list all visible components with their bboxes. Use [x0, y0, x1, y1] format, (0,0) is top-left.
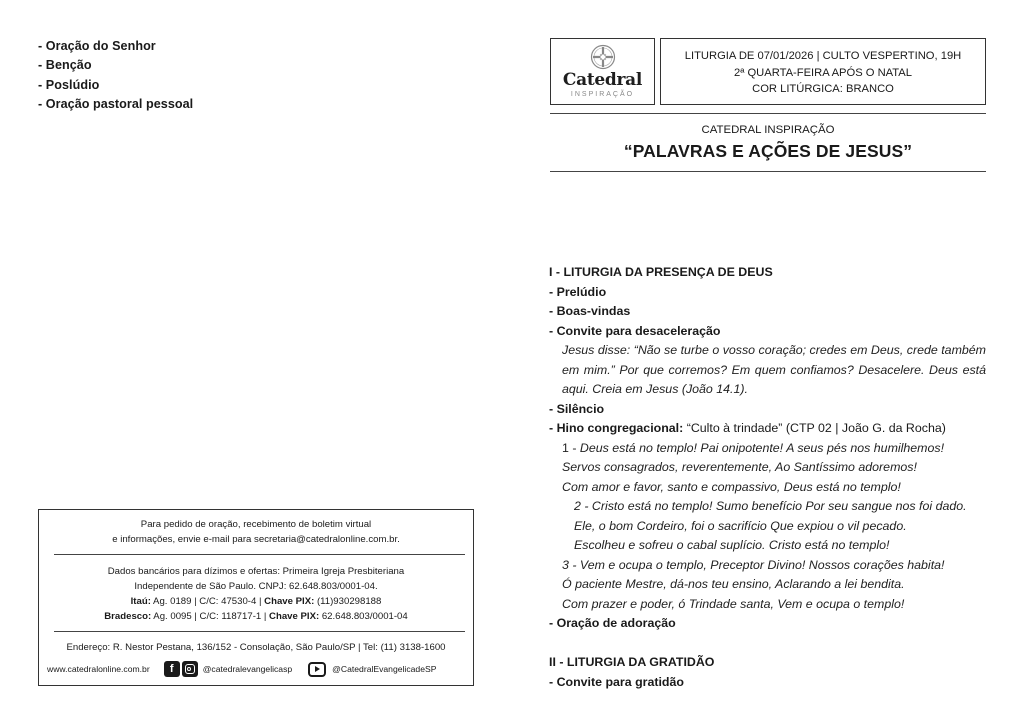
divider: [54, 631, 465, 632]
logo: [550, 38, 655, 105]
hymn-line: Ó paciente Mestre, dá-nos teu ensino, Aclarando a lei bendita.: [562, 577, 905, 591]
bank-info-line: Dados bancários para dízimos e ofertas: Primeira Igreja Presbiteriana: [107, 566, 405, 577]
instagram-icon[interactable]: [182, 661, 198, 677]
pix-label: Chave PIX:: [264, 596, 315, 607]
bank-info: [39, 564, 473, 624]
slowdown-text: Jesus disse: “Não se turbe o vosso coração; credes em Deus, crede também em mim.” Por que corremos? Em quem confiamos? Desacelere. Deus está aqui. Creia em Jesus (João 14.1).: [562, 343, 986, 396]
list-item: - Oração do Senhor: [38, 39, 156, 53]
logo-subtitle: INSPIRAÇÃO: [570, 91, 635, 98]
hymn-line: Com prazer e poder, ó Trindade santa, Vem e ocupa o templo!: [562, 596, 905, 611]
liturgy-order: [549, 263, 989, 692]
facebook-icon[interactable]: f: [164, 661, 180, 677]
hymn-line: [549, 439, 989, 459]
list-item: - Convite para gratidão: [549, 674, 684, 689]
cross-emblem-icon: [590, 44, 616, 70]
list-item: - Oração de adoração: [549, 616, 676, 630]
service-header: [660, 38, 986, 105]
liturgical-day: 2ª QUARTA-FEIRA APÓS O NATAL: [733, 66, 912, 79]
list-item: - Prelúdio: [549, 284, 607, 299]
prayer-request-line: Para pedido de oração, recebimento de boletim virtual: [140, 519, 372, 530]
pix-label: Chave PIX:: [269, 611, 320, 622]
section-title: II - LITURGIA DA GRATIDÃO: [549, 655, 715, 669]
list-item: - Convite para desaceleração: [549, 323, 721, 338]
hymn-line: 2 - Cristo está no templo! Sumo benefício Por seu sangue nos foi dado.: [574, 499, 967, 513]
bradesco-data: Ag. 0095 | C/C: 118717-1 |: [151, 611, 270, 622]
liturgical-color: COR LITÚRGICA: BRANCO: [752, 83, 894, 96]
closing-liturgy-list: [38, 37, 193, 115]
list-item: - Boas-vindas: [549, 304, 631, 318]
list-item: - Silêncio: [549, 401, 605, 416]
hymn-line: Escolheu e sofreu o cabal suplício. Cristo está no templo!: [574, 538, 890, 552]
website-link[interactable]: www.catedralonline.com.br: [47, 664, 150, 674]
divider: [550, 171, 986, 172]
hymn-title: “Culto à trindade” (CTP 02 | João G. da Rocha): [683, 421, 946, 435]
list-item: - Benção: [38, 58, 92, 73]
itau-data: Ag. 0189 | C/C: 47530-4 |: [150, 596, 265, 607]
hymn-item: [549, 419, 989, 439]
divider: [54, 554, 465, 555]
hymn-line: Ele, o bom Cordeiro, foi o sacrifício Que expiou o vil pecado.: [574, 518, 907, 533]
prayer-request-info: [39, 517, 473, 547]
list-item: - Poslúdio: [38, 77, 100, 92]
verse-number: 1 -: [562, 440, 580, 455]
bank-info-line: Independente de São Paulo. CNPJ: 62.648.803/0001-04.: [134, 581, 378, 592]
address: Endereço: R. Nestor Pestana, 136/152 - Consolação, São Paulo/SP | Tel: (11) 3138-1600: [66, 642, 446, 653]
service-date-line: LITURGIA DE 07/01/2026 | CULTO VESPERTINO, 19H: [684, 50, 962, 62]
divider: [550, 113, 986, 114]
spacer: [549, 634, 989, 654]
bradesco-label: Bradesco:: [104, 611, 152, 622]
list-item: - Oração pastoral pessoal: [38, 97, 194, 112]
section-title: I - LITURGIA DA PRESENÇA DE DEUS: [549, 265, 773, 279]
hymn-line: Servos consagrados, reverentemente, Ao Santíssimo adoremos!: [562, 460, 917, 474]
itau-account: [39, 594, 473, 609]
church-name: CATEDRAL INSPIRAÇÃO: [701, 124, 835, 136]
bradesco-account: [39, 609, 473, 624]
hymn-line-text: Deus está no templo! Pai onipotente! A seus pés nos humilhemos!: [579, 440, 945, 455]
sermon-theme: “PALAVRAS E AÇÕES DE JESUS”: [623, 141, 913, 161]
itau-pix: (11)930298188: [314, 596, 382, 607]
hymn-line: Com amor e favor, santo e compassivo, Deus está no templo!: [562, 479, 901, 494]
contact-info-box: [38, 509, 474, 686]
itau-label: Itaú:: [130, 596, 151, 607]
hymn-line: 3 - Vem e ocupa o templo, Preceptor Divino! Nossos corações habita!: [562, 557, 945, 572]
instagram-handle[interactable]: @catedralevangelicasp: [202, 664, 293, 674]
youtube-handle[interactable]: @CatedralEvangelicadeSP: [332, 664, 437, 674]
social-links: [47, 659, 467, 679]
hymn-label: - Hino congregacional:: [549, 421, 684, 435]
bradesco-pix: 62.648.803/0001-04: [319, 611, 408, 622]
youtube-icon[interactable]: [308, 662, 326, 677]
logo-name: Catedral: [562, 70, 643, 90]
prayer-request-line: e informações, envie e-mail para secretaria@catedralonline.com.br.: [112, 534, 400, 545]
